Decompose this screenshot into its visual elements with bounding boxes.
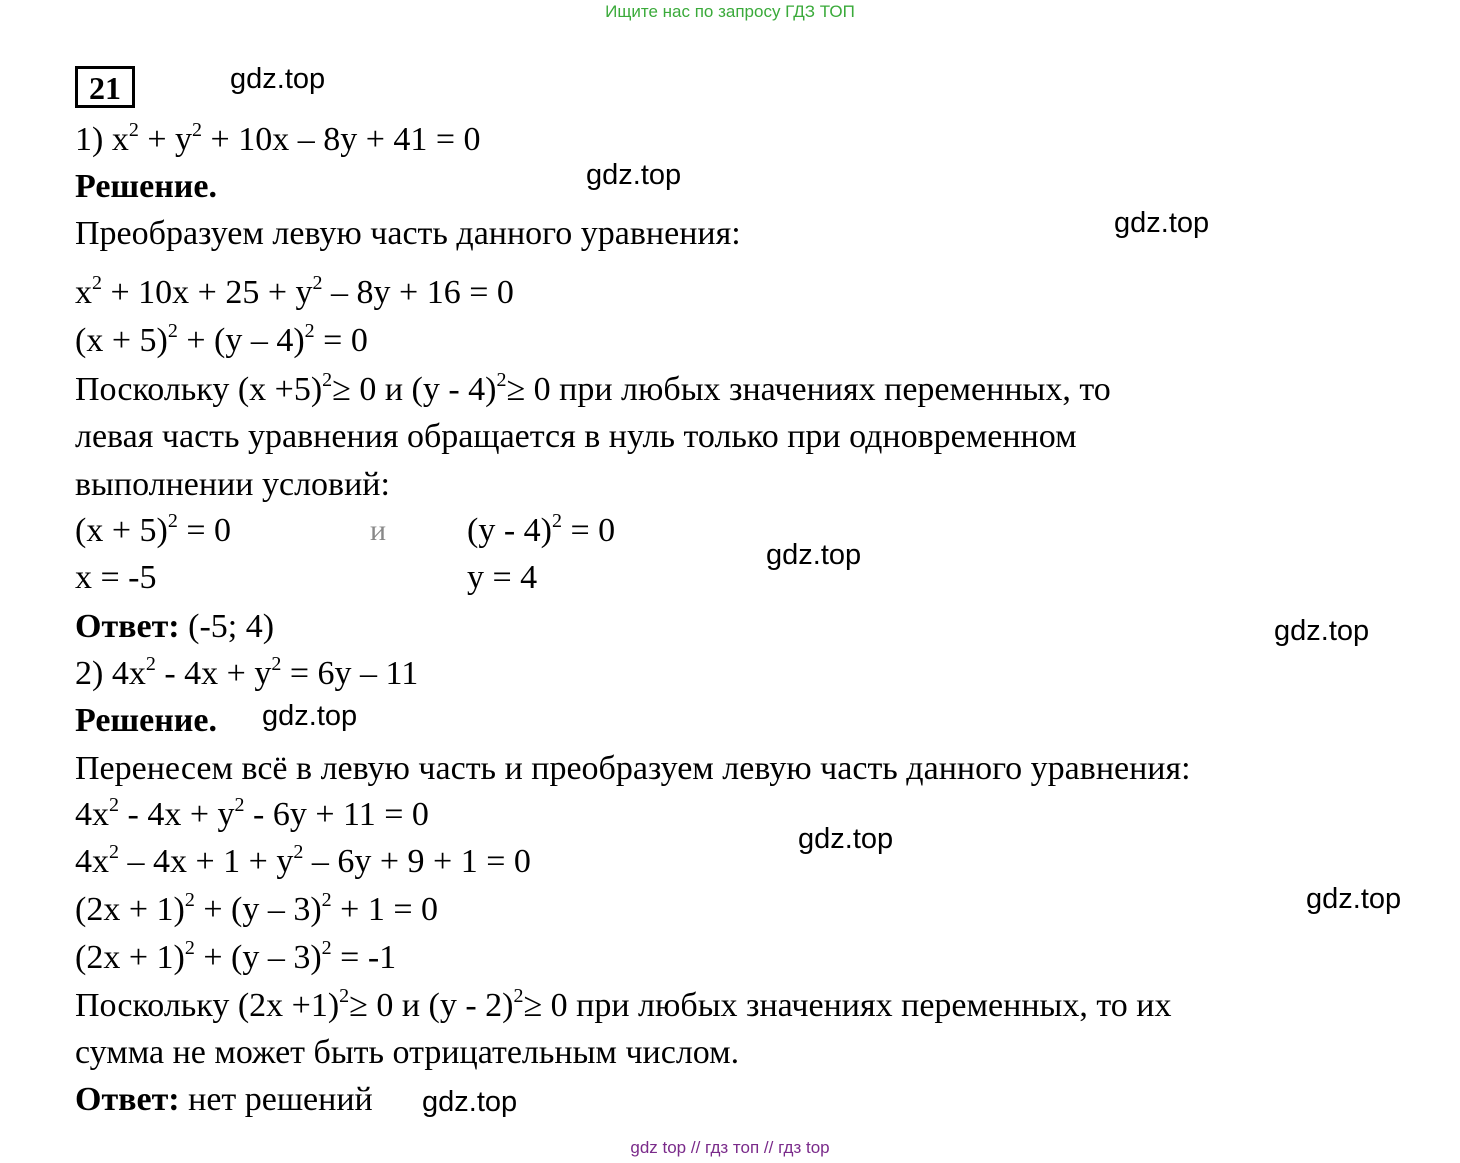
- watermark: gdz.top: [1114, 207, 1210, 239]
- step-2-3: $(2x + 1)^2 + (y - 3)^2 + 1 = 0$: [75, 889, 439, 928]
- step-2-2: $4x^2 - 4x + 1 + y^2 - 6y + 9 + 1 = 0$: [75, 841, 531, 880]
- result-y: y = 4: [467, 559, 538, 596]
- watermark: gdz.top: [798, 823, 894, 855]
- step-2-4: $(2x + 1)^2 + (y - 3)^2 = -1$: [75, 937, 397, 976]
- footer-separator: //: [690, 1138, 701, 1157]
- answer-1: Ответ: (-5; 4): [75, 608, 275, 645]
- footer-link-3[interactable]: гдз top: [778, 1138, 830, 1157]
- footer-link-1[interactable]: gdz top: [630, 1138, 687, 1157]
- top-banner[interactable]: Ищите нас по запросу ГДЗ ТОП: [605, 2, 855, 21]
- watermark: gdz.top: [766, 539, 862, 571]
- footer-separator: //: [763, 1138, 774, 1157]
- problem-1-title: 1) $x^2 + y^2 + 10x - 8y + 41 = 0$: [75, 119, 481, 158]
- condition-y: (y - 4)$^2$ = 0: [467, 510, 616, 549]
- result-x: x = -5: [75, 559, 157, 596]
- watermark: gdz.top: [230, 63, 326, 95]
- condition-x: $(x + 5)^2 = 0$: [75, 510, 232, 549]
- solution-intro-1: Преобразуем левую часть данного уравнения:: [75, 215, 741, 252]
- reasoning-1-1: Поскольку $(x +5)^2\ge 0$ и (y - 4)$^2$≥ 0 при любых значениях переменных, то: [75, 369, 1111, 408]
- step-1-2: $(x + 5)^2 + (y - 4)^2 = 0$: [75, 320, 368, 359]
- watermark: gdz.top: [1274, 615, 1370, 647]
- solution-label-1: Решение.: [75, 168, 217, 205]
- step-1-1: $x^2 + 10x + 25 + y^2 - 8y + 16 = 0$: [75, 272, 514, 311]
- watermark: gdz.top: [262, 700, 358, 732]
- solution-intro-2: Перенесем всё в левую часть и преобразуем левую часть данного уравнения:: [75, 750, 1191, 787]
- reasoning-1-3: выполнении условий:: [75, 466, 390, 503]
- footer-links: [0, 1137, 1460, 1159]
- solution-label-2: Решение.: [75, 702, 217, 739]
- footer-link-2[interactable]: гдз топ: [705, 1138, 760, 1157]
- watermark: gdz.top: [586, 159, 682, 191]
- reasoning-2-1: Поскольку $(2x +1)^2\ge 0$ и (y - 2)$^2$≥ 0 при любых значениях переменных, то их: [75, 985, 1172, 1024]
- task-number: 21: [75, 66, 135, 108]
- answer-2: Ответ: нет решений: [75, 1081, 373, 1118]
- step-2-1: $4x^2 - 4x + y^2 - 6y + 11 = 0$: [75, 794, 429, 833]
- reasoning-2-2: сумма не может быть отрицательным числом.: [75, 1034, 740, 1071]
- watermark: gdz.top: [1306, 883, 1402, 915]
- reasoning-1-2: левая часть уравнения обращается в нуль только при одновременном: [75, 418, 1077, 455]
- problem-2-title: 2) $4x^2 - 4x + y^2 = 6y - 11$: [75, 653, 419, 692]
- conjunction-and: и: [370, 514, 387, 547]
- watermark: gdz.top: [422, 1086, 518, 1118]
